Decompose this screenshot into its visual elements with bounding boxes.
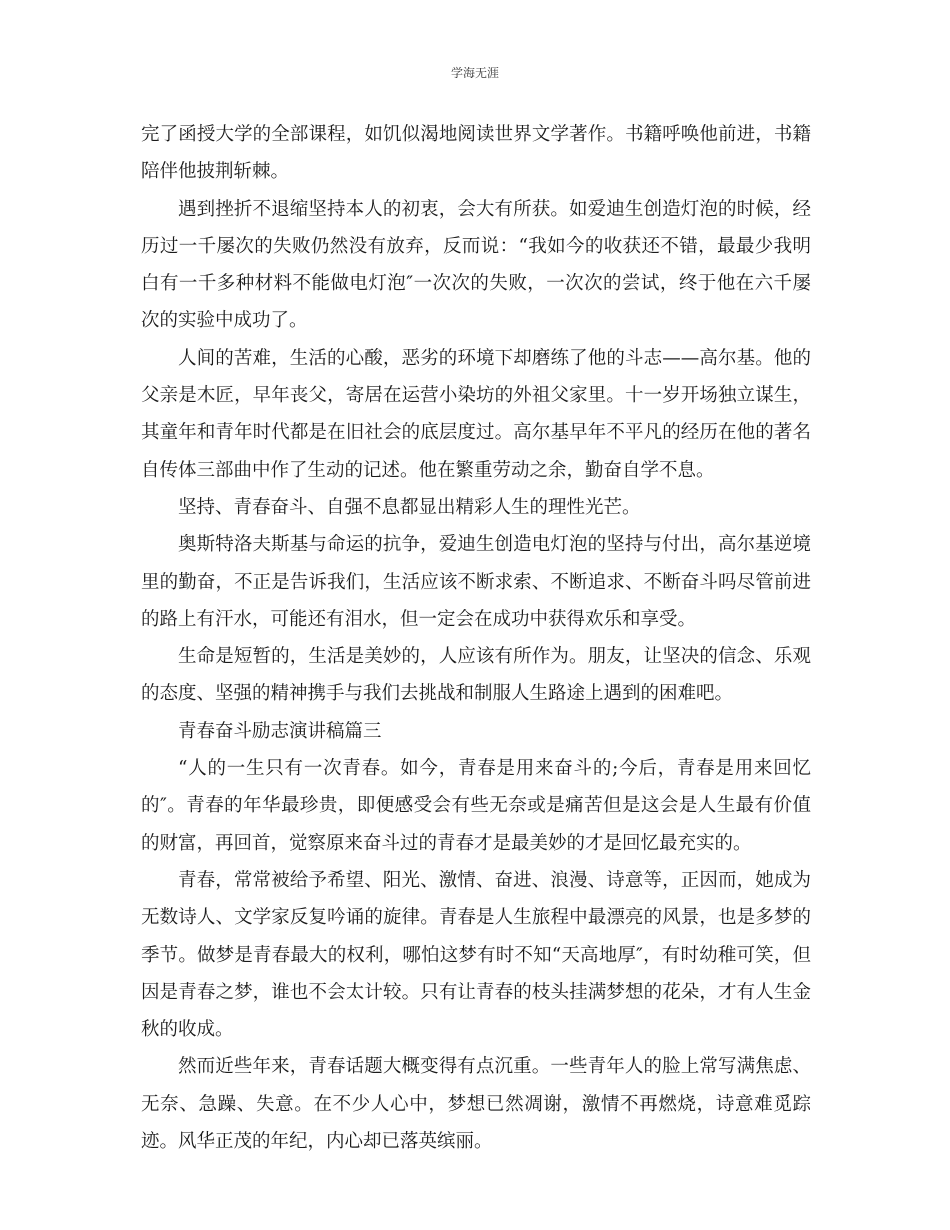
paragraph-4: 坚持、青春奋斗、自强不息都显出精彩人生的理性光芒。 <box>178 496 641 518</box>
paragraph-6: 生命是短暂的，生活是美妙的，人应该有所作为。朋友，让坚决的信念、乐观的态度、坚强的精神携手与我们去挑战和制服人生路途上遇到的困难吧。 <box>141 646 811 705</box>
paragraph-3: 人间的苦难，生活的心酸，恶劣的环境下却磨练了他的斗志——高尔基。他的父亲是木匠，早年丧父，寄居在运营小染坊的外祖父家里。十一岁开场独立谋生，其童年和青年时代都是在旧社会的底层度过。高尔基早年不平凡的经历在他的著名自传体三部曲中作了生动的记述。他在繁重劳动之余，勤奋自学不息。 <box>141 347 811 481</box>
document-body <box>141 116 811 1160</box>
paragraph-9: 然而近些年来，青春话题大概变得有点沉重。一些青年人的脸上常写满焦虑、无奈、急躁、失意。在不少人心中，梦想已然凋谢，激情不再燃烧，诗意难觅踪迹。风华正茂的年纪，内心却已落英缤丽。 <box>141 1056 811 1153</box>
paragraph-2: 遇到挫折不退缩坚持本人的初衷，会大有所获。如爱迪生创造灯泡的时候，经历过一千屡次的失败仍然没有放弃，反而说：“我如今的收获还不错，最最少我明白有一千多种材料不能做电灯泡″一次次的失败，一次次的尝试，终于他在六千屡次的实验中成功了。 <box>141 198 811 332</box>
section-heading: 青春奋斗励志演讲稿篇三 <box>178 720 382 742</box>
paragraph-8: 青春，常常被给予希望、阳光、激情、奋进、浪漫、诗意等，正因而，她成为无数诗人、文学家反复吟诵的旋律。青春是人生旅程中最漂亮的风景，也是多梦的季节。做梦是青春最大的权利，哪怕这梦有时不知“天高地厚″，有时幼稚可笑，但因是青春之梦，谁也不会太计较。只有让青春的枝头挂满梦想的花朵，才有人生金秋的收成。 <box>141 869 811 1041</box>
page-header: 学海无涯 <box>450 66 499 80</box>
paragraph-5: 奥斯特洛夫斯基与命运的抗争，爱迪生创造电灯泡的坚持与付出，高尔基逆境里的勤奋，不正是告诉我们，生活应该不断求索、不断追求、不断奋斗吗尽管前进的路上有汗水，可能还有泪水，但一定会在成功中获得欢乐和享受。 <box>141 534 811 630</box>
paragraph-7: “人的一生只有一次青春。如今，青春是用来奋斗的;今后，青春是用来回忆的″。青春的年华最珍贵，即便感受会有些无奈或是痛苦但是这会是人生最有价值的财富，再回首，觉察原来奋斗过的青春才是最美妙的才是回忆最充实的。 <box>141 758 811 854</box>
paragraph-1: 完了函授大学的全部课程，如饥似渴地阅读世界文学著作。书籍呼唤他前进，书籍陪伴他披荆斩棘。 <box>141 124 811 183</box>
